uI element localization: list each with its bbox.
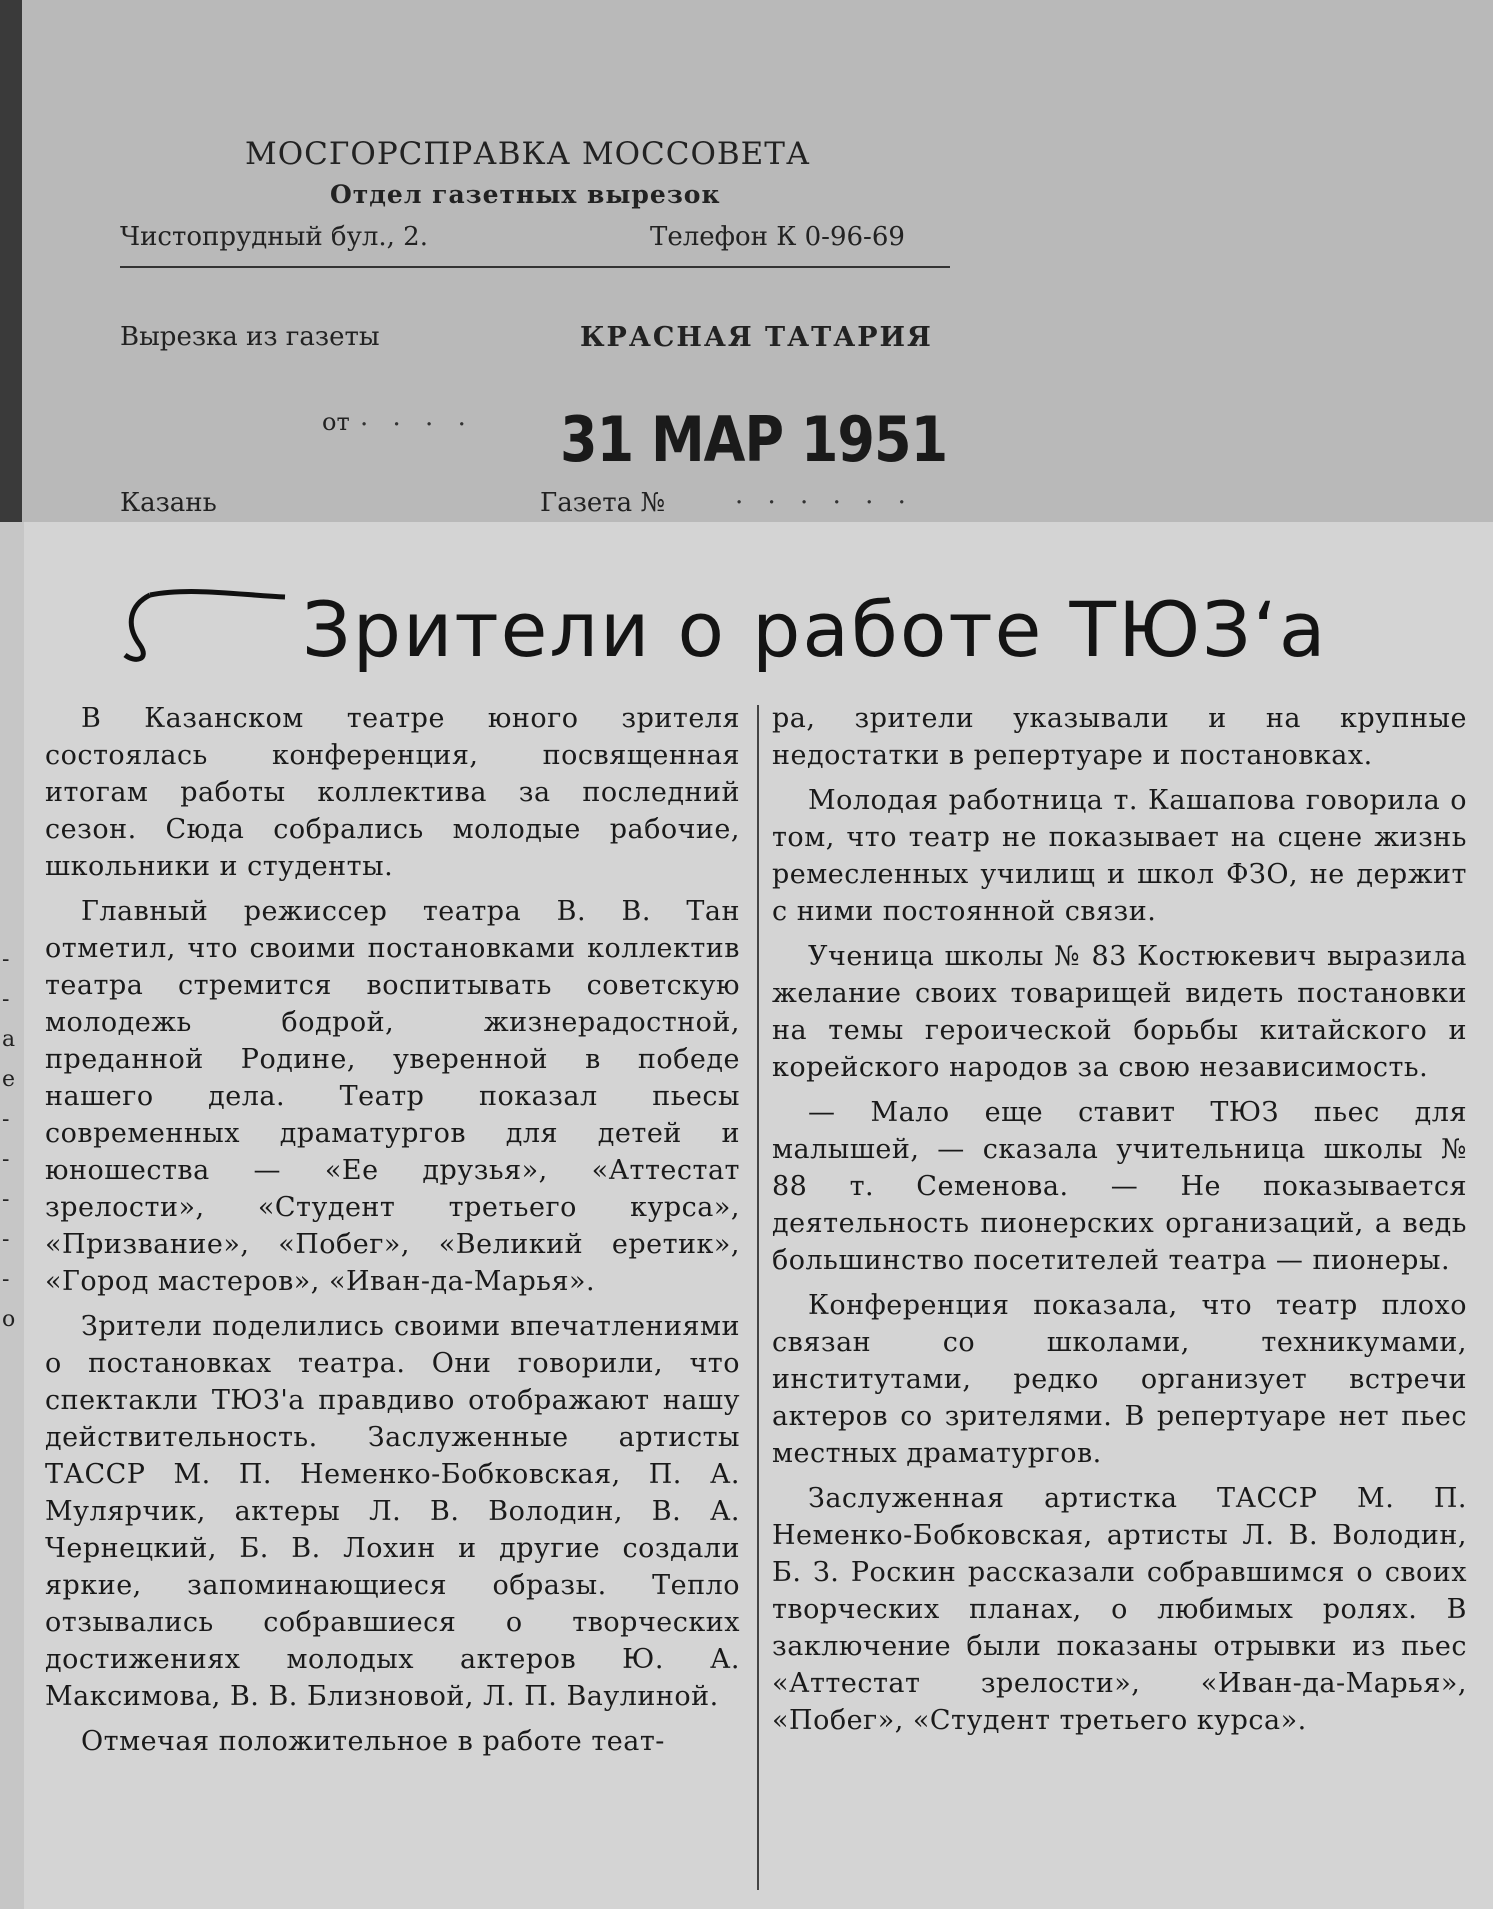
paragraph: — Мало еще ставит ТЮЗ пьес для малышей, — сказала учительница школы № 88 т. Семенова. — Не показывается деятельность пионерских организаций, а ведь большинство посетителей театра — пионеры. [772, 1097, 1467, 1276]
header-rule [120, 266, 950, 268]
article-column-left [45, 700, 740, 1768]
address: Чистопрудный бул., 2. [120, 222, 428, 252]
paragraph: Конференция показала, что театр плохо связан со школами, техникумами, институтами, редко организует встречи актеров со зрителями. В репертуаре нет пьес местных драматургов. [772, 1290, 1467, 1469]
paragraph: ра, зрители указывали и на крупные недостатки в репертуаре и постановках. [772, 703, 1467, 771]
paragraph: Молодая работница т. Кашапова говорила о том, что театр не показывает на сцене жизнь ремесленных училищ и школ ФЗО, не держит с ними постоянной связи. [772, 785, 1467, 927]
dotted-leader: · · · · · · [735, 488, 914, 518]
paragraph: В Казанском театре юного зрителя состоялась конференция, посвященная итогам работы коллектива за последний сезон. Сюда собрались молодые рабочие, школьники и студенты. [45, 703, 740, 882]
article-column-right [772, 700, 1467, 1747]
date-stamp: 31 МАР 1951 [560, 403, 948, 476]
paragraph: Ученица школы № 83 Костюкевич выразила желание своих товарищей видеть постановки на темы героической борьбы китайского и корейского народов за свою независимость. [772, 941, 1467, 1083]
column-divider [757, 705, 759, 1890]
article-title: Зрители о работе ТЮЗ‘а [302, 585, 1328, 674]
handwritten-mark-icon [120, 585, 290, 665]
newspaper-name: КРАСНАЯ ТАТАРИЯ [580, 322, 933, 353]
paragraph: Отмечая положительное в работе теат- [81, 1726, 665, 1757]
from-label: от [322, 408, 350, 436]
paragraph: Зрители поделились своими впечатлениями о постановках театра. Они говорили, что спектакли ТЮЗ'а правдиво отображают нашу действительность. Заслуженные артисты ТАССР М. П. Неменко-Бобковская, П. А. Мулярчик, актеры Л. В. Володин, В. А. Чернецкий, Б. В. Лохин и другие создали яркие, запоминающиеся образы. Тепло отзывались собравшиеся о творческих достижениях молодых актеров Ю. А. Максимова, В. В. Близновой, Л. П. Ваулиной. [45, 1311, 740, 1712]
paragraph: Главный режиссер театра В. В. Тан отметил, что своими постановками коллектив театра стремится воспитывать советскую молодежь бодрой, жизнерадостной, преданной Родине, уверенной в победе нашего дела. Театр показал пьесы современных драматургов для детей и юношества — «Ее друзья», «Аттестат зрелости», «Студент третьего курса», «Призвание», «Побег», «Великий еретик», «Город мастеров», «Иван-да-Марья». [45, 896, 740, 1297]
clip-label: Вырезка из газеты [120, 322, 380, 352]
strip-fragments: - - а е - - - - - о [2, 947, 16, 1332]
org-name: МОСГОРСПРАВКА МОССОВЕТА [245, 136, 811, 172]
city: Казань [120, 488, 217, 518]
gazeta-number-label: Газета № [540, 488, 666, 518]
paragraph: Заслуженная артистка ТАССР М. П. Неменко-Бобковская, артисты Л. В. Володин, Б. З. Роскин рассказали собравшимся о своих творческих планах, о любимых ролях. В заключение были показаны отрывки из пьес «Аттестат зрелости», «Иван-да-Марья», «Побег», «Студент третьего курса». [772, 1483, 1467, 1736]
department-name: Отдел газетных вырезок [330, 180, 721, 209]
phone: Телефон К 0-96-69 [650, 222, 905, 252]
dotted-leader: · · · · [360, 410, 474, 440]
